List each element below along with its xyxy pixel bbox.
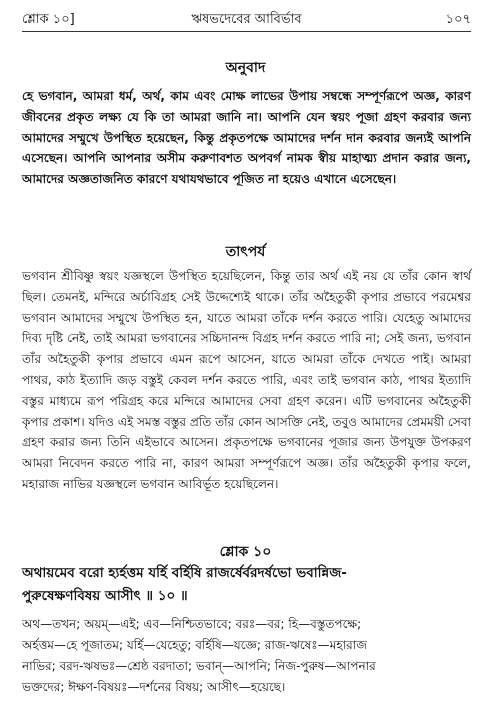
synonyms-line-2: অর্হত্তম—হে পূজাতম; যর্হি—যেহেতু; বর্হিষি—যজ্ঞে; রাজ-ঋষেঃ—মহারাজ	[22, 638, 367, 652]
page-number: ১০৭	[445, 12, 471, 27]
header-rule	[22, 31, 471, 32]
translation-heading: অনুবাদ	[225, 60, 266, 76]
synonyms	[22, 614, 474, 698]
translation-text: হে ভগবান, আমরা ধর্ম, অর্থ, কাম এবং মোক্ষ লাভের উপায় সম্বন্ধে সম্পূর্ণরূপে অজ্ঞ, কারণ জীবনের প্রকৃত লক্ষ্য যে কি তা আমরা জানি না। আপনি যেন স্বয়ং পূজা গ্রহণ করবার জন্য আমাদের সম্মুখে উপস্থিত হয়েছেন, কিন্তু প্রকৃতপক্ষে আমাদের দর্শন দান করবার জন্যই আপনি এসেছেন। আপনি আপনার অসীম করুণাবশত অপবর্গ নামক স্বীয় মাহাত্ম্য প্রদান করার জন্য, আমাদের অজ্ঞতাজনিত কারণে যথাযথভাবে পূজিত না হয়েও এখানে এসেছেন।	[22, 89, 471, 187]
running-header	[22, 10, 471, 32]
verse-line-2: পুরুষেক্ষণবিষয় আসীৎ ॥ ১০ ॥	[22, 588, 188, 604]
verse-heading: শ্লোক ১০	[219, 544, 272, 560]
synonyms-line-4: ভক্তদের; ঈক্ষণ-বিষয়ঃ—দর্শনের বিষয়; আসীৎ—হয়েছে।	[22, 680, 286, 694]
purport-text: ভগবান শ্রীবিষ্ণু স্বয়ং যজ্ঞস্থলে উপস্থিত হয়েছিলেন, কিন্তু তার অর্থ এই নয় যে তাঁর কোন স্বার্থ ছিল। তেমনই, মন্দিরে অর্চাবিগ্রহ সেই উদ্দেশ্যেই থাকে। তাঁর অহৈতুকী কৃপার প্রভাবে পরমেশ্বর ভগবান আমাদের সম্মুখে উপস্থিত হন, যাতে আমরা তাঁকে দর্শন করতে পারি। যেহেতু আমাদের দিব্য দৃষ্টি নেই, তাই আমরা ভগবানের সচ্চিদানন্দ বিগ্রহ দর্শন করতে পারি না; সেই জন্য, ভগবান তাঁর অহৈতুকী কৃপার প্রভাবে এমন রূপে আসেন, যাতে আমরা তাঁকে দেখতে পাই। আমরা পাথর, কাঠ ইত্যাদি জড় বস্তুই কেবল দর্শন করতে পারি, এবং তাই ভগবান কাঠ, পাথর ইত্যাদি বস্তুর মাধ্যমে রূপ পরিগ্রহ করে মন্দিরে আমাদের সেবা গ্রহণ করেন। এটি ভগবানের অহৈতুকী কৃপার প্রকাশ। যদিও এই সমস্ত বস্তুর প্রতি তাঁর কোন আসক্তি নেই, তবুও আমাদের প্রেমময়ী সেবা গ্রহণ করার জন্য তিনি এইভাবে আসেন। প্রকৃতপক্ষে ভগবানের পূজার জন্য উপযুক্ত উপকরণ আমরা নিবেদন করতে পারি না, কারণ আমরা সম্পূর্ণরূপে অজ্ঞ। তাঁর অহৈতুকী কৃপার ফলে, মহারাজ নাভির যজ্ঞস্থলে ভগবান আবির্ভূত হয়েছিলেন।	[22, 269, 471, 491]
verse-line-1: অথায়মেব বরো হ্যর্হত্তম যর্হি বর্হিষি রাজর্ষের্বরদর্ষভো ভবান্নিজ-	[22, 565, 347, 581]
verse-text	[22, 562, 474, 608]
header-verse-ref: শ্লোক ১০]	[22, 12, 75, 27]
header-chapter-title: ঋষভদেবের আবির্ভাব	[191, 12, 302, 27]
synonyms-line-1: অথ—তখন; অয়ম্—এই; এব—নিশ্চিতভাবে; বরঃ—বর; হি—বস্তুতপক্ষে;	[22, 617, 362, 631]
purport-heading: তাৎপর্য	[225, 244, 266, 260]
synonyms-line-3: নাভির; বরদ-ঋষভঃ—শ্রেষ্ঠ বরদাতা; ভবান্—আপনি; নিজ-পুরুষ—আপনার	[22, 659, 376, 673]
